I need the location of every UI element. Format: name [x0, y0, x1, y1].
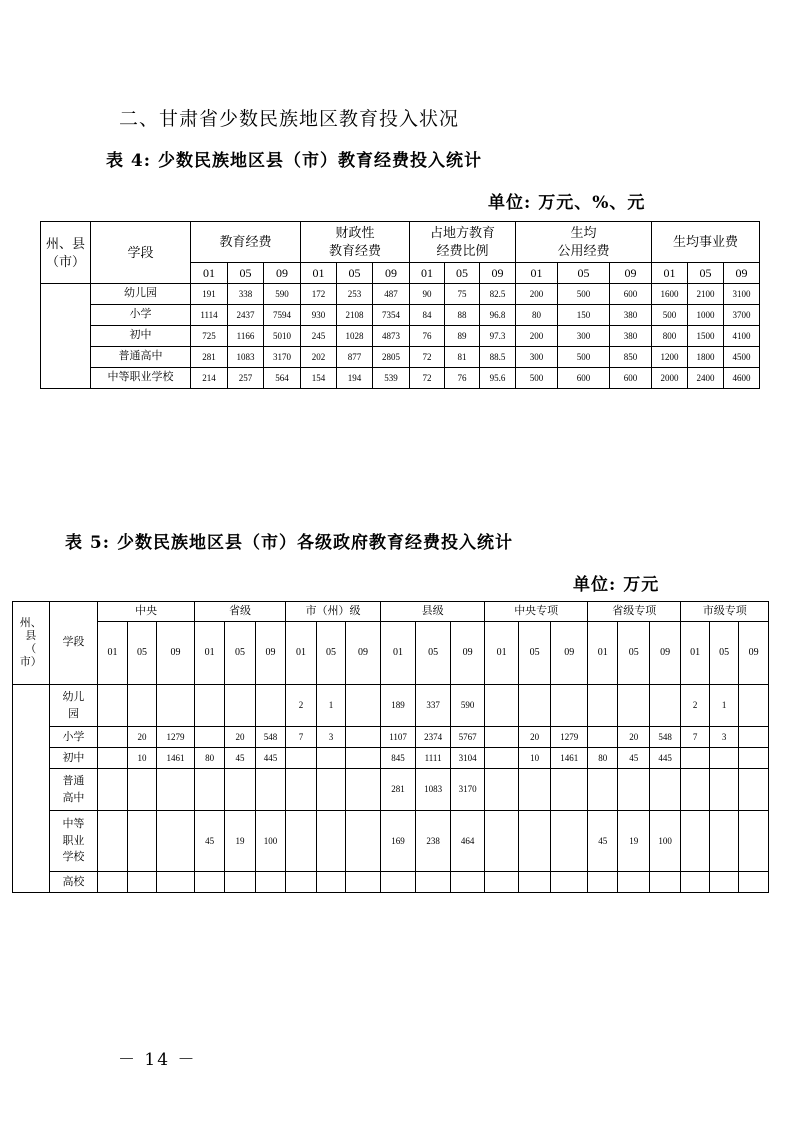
value-cell: 539: [373, 368, 410, 389]
value-cell: 2: [681, 685, 709, 727]
value-cell: 281: [191, 347, 228, 368]
value-cell: 338: [228, 284, 264, 305]
stage-cell: 中等职业学校: [91, 368, 191, 389]
value-cell: 1600: [652, 284, 688, 305]
value-cell: [450, 872, 485, 893]
value-cell: 45: [587, 811, 617, 872]
value-cell: [618, 769, 649, 811]
stage-cell: 幼儿 园: [49, 685, 98, 727]
section-heading: 二、甘肃省少数民族地区教育投入状况: [119, 108, 460, 130]
value-cell: [380, 872, 416, 893]
table-row: [41, 326, 760, 347]
value-cell: [98, 685, 127, 727]
header-row: [13, 602, 769, 622]
value-cell: 95.6: [480, 368, 516, 389]
year-header: 01: [380, 622, 416, 685]
group-header: 中央专项: [485, 602, 588, 622]
stage-cell: 中等 职业 学校: [49, 811, 98, 872]
value-cell: [551, 769, 588, 811]
value-cell: [416, 872, 451, 893]
value-cell: 1083: [416, 769, 451, 811]
value-cell: [739, 727, 769, 748]
value-cell: 7: [286, 727, 316, 748]
value-cell: [649, 872, 680, 893]
value-cell: 1461: [157, 748, 195, 769]
value-cell: 2000: [652, 368, 688, 389]
value-cell: 2805: [373, 347, 410, 368]
value-cell: 5010: [264, 326, 301, 347]
stage-cell: 小学: [91, 305, 191, 326]
value-cell: [316, 872, 345, 893]
value-cell: [194, 872, 224, 893]
value-cell: [618, 872, 649, 893]
group-header: 教育经费: [191, 222, 301, 263]
value-cell: 845: [380, 748, 416, 769]
value-cell: [739, 811, 769, 872]
value-cell: 88.5: [480, 347, 516, 368]
year-header: 09: [264, 263, 301, 284]
value-cell: 172: [301, 284, 337, 305]
year-header: 05: [558, 263, 610, 284]
value-cell: 1107: [380, 727, 416, 748]
table4-title: 表 4: 少数民族地区县（市）教育经费投入统计: [106, 151, 482, 171]
value-cell: 191: [191, 284, 228, 305]
value-cell: [98, 748, 127, 769]
value-cell: [346, 748, 381, 769]
value-cell: 3: [709, 727, 738, 748]
year-header: 01: [301, 263, 337, 284]
value-cell: [316, 748, 345, 769]
value-cell: 464: [450, 811, 485, 872]
table5-unit: 单位: 万元: [573, 575, 660, 595]
value-cell: 245: [301, 326, 337, 347]
value-cell: [485, 811, 519, 872]
year-header: 01: [485, 622, 519, 685]
value-cell: [225, 769, 255, 811]
group-header: 省级专项: [587, 602, 680, 622]
value-cell: [157, 685, 195, 727]
value-cell: [739, 685, 769, 727]
value-cell: 2437: [228, 305, 264, 326]
value-cell: 19: [618, 811, 649, 872]
value-cell: [157, 769, 195, 811]
value-cell: 194: [337, 368, 373, 389]
value-cell: 1000: [688, 305, 724, 326]
value-cell: 1279: [551, 727, 588, 748]
value-cell: 7594: [264, 305, 301, 326]
value-cell: [98, 769, 127, 811]
value-cell: [225, 872, 255, 893]
value-cell: [587, 685, 617, 727]
value-cell: 3104: [450, 748, 485, 769]
value-cell: 1200: [652, 347, 688, 368]
value-cell: 500: [558, 284, 610, 305]
value-cell: [346, 769, 381, 811]
group-header: 生均 公用经费: [516, 222, 652, 263]
value-cell: 189: [380, 685, 416, 727]
value-cell: 10: [127, 748, 156, 769]
value-cell: 337: [416, 685, 451, 727]
value-cell: 3700: [724, 305, 760, 326]
value-cell: 1: [709, 685, 738, 727]
value-cell: 7: [681, 727, 709, 748]
year-header: 01: [98, 622, 127, 685]
value-cell: [485, 727, 519, 748]
value-cell: [709, 872, 738, 893]
stage-header: 学段: [91, 222, 191, 284]
value-cell: 281: [380, 769, 416, 811]
value-cell: [739, 748, 769, 769]
year-header: 01: [194, 622, 224, 685]
value-cell: 300: [558, 326, 610, 347]
value-cell: 10: [518, 748, 551, 769]
value-cell: [649, 685, 680, 727]
value-cell: [255, 685, 286, 727]
year-header: 09: [480, 263, 516, 284]
value-cell: [127, 872, 156, 893]
year-header: 01: [652, 263, 688, 284]
year-header: 05: [709, 622, 738, 685]
value-cell: [518, 685, 551, 727]
year-header: 05: [445, 263, 480, 284]
value-cell: [485, 769, 519, 811]
value-cell: [681, 811, 709, 872]
value-cell: 3170: [264, 347, 301, 368]
year-header-row: [13, 622, 769, 685]
value-cell: 2100: [688, 284, 724, 305]
value-cell: 500: [516, 368, 558, 389]
value-cell: 19: [225, 811, 255, 872]
value-cell: 4600: [724, 368, 760, 389]
table-row: [41, 347, 760, 368]
value-cell: [157, 811, 195, 872]
value-cell: [194, 685, 224, 727]
value-cell: 100: [255, 811, 286, 872]
value-cell: [225, 685, 255, 727]
value-cell: 1279: [157, 727, 195, 748]
stage-cell: 普通 高中: [49, 769, 98, 811]
value-cell: [127, 685, 156, 727]
value-cell: 1111: [416, 748, 451, 769]
table5-title: 表 5: 少数民族地区县（市）各级政府教育经费投入统计: [65, 533, 513, 553]
value-cell: 850: [610, 347, 652, 368]
table-row: [41, 368, 760, 389]
value-cell: [709, 748, 738, 769]
value-cell: 300: [516, 347, 558, 368]
table-row: [13, 811, 769, 872]
value-cell: 548: [649, 727, 680, 748]
value-cell: 253: [337, 284, 373, 305]
value-cell: [127, 811, 156, 872]
value-cell: 600: [610, 284, 652, 305]
value-cell: [485, 748, 519, 769]
value-cell: 1461: [551, 748, 588, 769]
value-cell: 5767: [450, 727, 485, 748]
value-cell: [587, 872, 617, 893]
year-header: 05: [337, 263, 373, 284]
value-cell: [194, 727, 224, 748]
value-cell: 600: [610, 368, 652, 389]
value-cell: [316, 811, 345, 872]
region-header: 州、 县 （ 市）: [13, 602, 50, 685]
value-cell: 20: [618, 727, 649, 748]
year-header: 09: [551, 622, 588, 685]
value-cell: 82.5: [480, 284, 516, 305]
table-row: [41, 284, 760, 305]
table-row: [13, 872, 769, 893]
value-cell: 72: [410, 347, 445, 368]
group-header: 县级: [380, 602, 485, 622]
value-cell: 487: [373, 284, 410, 305]
value-cell: 380: [610, 326, 652, 347]
region-header: 州、县 （市）: [41, 222, 91, 284]
year-header: 01: [410, 263, 445, 284]
value-cell: 20: [518, 727, 551, 748]
table4: [40, 221, 760, 389]
stage-header: 学段: [49, 602, 98, 685]
value-cell: [518, 769, 551, 811]
year-header: 09: [450, 622, 485, 685]
page-number: － 14 －: [118, 1050, 197, 1070]
value-cell: [649, 769, 680, 811]
value-cell: [255, 872, 286, 893]
value-cell: 930: [301, 305, 337, 326]
value-cell: [681, 769, 709, 811]
value-cell: 7354: [373, 305, 410, 326]
value-cell: 100: [649, 811, 680, 872]
year-header: 01: [681, 622, 709, 685]
value-cell: [194, 769, 224, 811]
value-cell: 96.8: [480, 305, 516, 326]
value-cell: 81: [445, 347, 480, 368]
region-cell: [13, 685, 50, 893]
value-cell: 1028: [337, 326, 373, 347]
value-cell: [551, 811, 588, 872]
value-cell: 80: [587, 748, 617, 769]
value-cell: [739, 872, 769, 893]
value-cell: 877: [337, 347, 373, 368]
year-header: 01: [587, 622, 617, 685]
value-cell: 97.3: [480, 326, 516, 347]
value-cell: [346, 811, 381, 872]
value-cell: 200: [516, 326, 558, 347]
group-header: 财政性 教育经费: [301, 222, 410, 263]
value-cell: 169: [380, 811, 416, 872]
value-cell: 88: [445, 305, 480, 326]
year-header: 05: [618, 622, 649, 685]
value-cell: [98, 727, 127, 748]
table5: [12, 601, 769, 893]
stage-cell: 初中: [91, 326, 191, 347]
value-cell: [316, 769, 345, 811]
table-row: [13, 685, 769, 727]
value-cell: 1083: [228, 347, 264, 368]
value-cell: 2: [286, 685, 316, 727]
value-cell: 154: [301, 368, 337, 389]
stage-cell: 普通高中: [91, 347, 191, 368]
value-cell: 45: [225, 748, 255, 769]
stage-cell: 小学: [49, 727, 98, 748]
table4-unit: 单位: 万元、%、元: [488, 193, 646, 213]
value-cell: [286, 748, 316, 769]
year-header: 01: [286, 622, 316, 685]
stage-cell: 高校: [49, 872, 98, 893]
value-cell: 500: [652, 305, 688, 326]
value-cell: 238: [416, 811, 451, 872]
value-cell: 590: [450, 685, 485, 727]
group-header: 占地方教育 经费比例: [410, 222, 516, 263]
value-cell: [157, 872, 195, 893]
value-cell: 1800: [688, 347, 724, 368]
value-cell: 257: [228, 368, 264, 389]
table-row: [13, 748, 769, 769]
value-cell: 600: [558, 368, 610, 389]
value-cell: [255, 769, 286, 811]
year-header: 05: [316, 622, 345, 685]
table-row: [13, 769, 769, 811]
value-cell: 548: [255, 727, 286, 748]
value-cell: 564: [264, 368, 301, 389]
value-cell: [587, 769, 617, 811]
year-header: 09: [724, 263, 760, 284]
value-cell: [587, 727, 617, 748]
value-cell: 45: [194, 811, 224, 872]
value-cell: 500: [558, 347, 610, 368]
group-header: 省级: [194, 602, 285, 622]
value-cell: 45: [618, 748, 649, 769]
group-header: 生均事业费: [652, 222, 760, 263]
value-cell: 200: [516, 284, 558, 305]
value-cell: 4100: [724, 326, 760, 347]
value-cell: 725: [191, 326, 228, 347]
value-cell: [739, 769, 769, 811]
year-header: 09: [649, 622, 680, 685]
value-cell: 800: [652, 326, 688, 347]
value-cell: 202: [301, 347, 337, 368]
value-cell: [709, 769, 738, 811]
year-header: 09: [373, 263, 410, 284]
value-cell: [127, 769, 156, 811]
value-cell: [346, 872, 381, 893]
table-row: [13, 727, 769, 748]
value-cell: [485, 872, 519, 893]
value-cell: 84: [410, 305, 445, 326]
year-header: 09: [255, 622, 286, 685]
year-header: 09: [157, 622, 195, 685]
group-header: 市（州）级: [286, 602, 380, 622]
year-header: 05: [228, 263, 264, 284]
region-cell: [41, 284, 91, 389]
year-header: 05: [225, 622, 255, 685]
year-header: 01: [191, 263, 228, 284]
value-cell: 80: [194, 748, 224, 769]
table-row: [41, 305, 760, 326]
value-cell: [98, 872, 127, 893]
value-cell: 1: [316, 685, 345, 727]
value-cell: [618, 685, 649, 727]
value-cell: [346, 727, 381, 748]
value-cell: [709, 811, 738, 872]
value-cell: [346, 685, 381, 727]
year-header: 05: [127, 622, 156, 685]
value-cell: 2374: [416, 727, 451, 748]
value-cell: [518, 811, 551, 872]
value-cell: [681, 872, 709, 893]
value-cell: [286, 811, 316, 872]
value-cell: [551, 872, 588, 893]
value-cell: 2108: [337, 305, 373, 326]
value-cell: 445: [255, 748, 286, 769]
value-cell: 20: [127, 727, 156, 748]
year-header: 09: [610, 263, 652, 284]
value-cell: 76: [410, 326, 445, 347]
value-cell: 20: [225, 727, 255, 748]
value-cell: 150: [558, 305, 610, 326]
value-cell: 3100: [724, 284, 760, 305]
value-cell: 72: [410, 368, 445, 389]
value-cell: 380: [610, 305, 652, 326]
value-cell: 4873: [373, 326, 410, 347]
year-header: 09: [346, 622, 381, 685]
value-cell: 75: [445, 284, 480, 305]
value-cell: 2400: [688, 368, 724, 389]
value-cell: 590: [264, 284, 301, 305]
group-header: 市级专项: [681, 602, 769, 622]
value-cell: [551, 685, 588, 727]
value-cell: [485, 685, 519, 727]
value-cell: [98, 811, 127, 872]
value-cell: 1500: [688, 326, 724, 347]
value-cell: 445: [649, 748, 680, 769]
value-cell: [286, 872, 316, 893]
value-cell: 1166: [228, 326, 264, 347]
year-header: 05: [688, 263, 724, 284]
year-header: 01: [516, 263, 558, 284]
value-cell: 214: [191, 368, 228, 389]
value-cell: 3: [316, 727, 345, 748]
value-cell: 76: [445, 368, 480, 389]
year-header: 05: [518, 622, 551, 685]
year-header: 05: [416, 622, 451, 685]
value-cell: [286, 769, 316, 811]
header-row: [41, 222, 760, 263]
value-cell: [681, 748, 709, 769]
value-cell: 1114: [191, 305, 228, 326]
value-cell: 80: [516, 305, 558, 326]
stage-cell: 幼儿园: [91, 284, 191, 305]
value-cell: 89: [445, 326, 480, 347]
year-header: 09: [739, 622, 769, 685]
value-cell: 90: [410, 284, 445, 305]
value-cell: [518, 872, 551, 893]
value-cell: 3170: [450, 769, 485, 811]
group-header: 中央: [98, 602, 195, 622]
value-cell: 4500: [724, 347, 760, 368]
stage-cell: 初中: [49, 748, 98, 769]
